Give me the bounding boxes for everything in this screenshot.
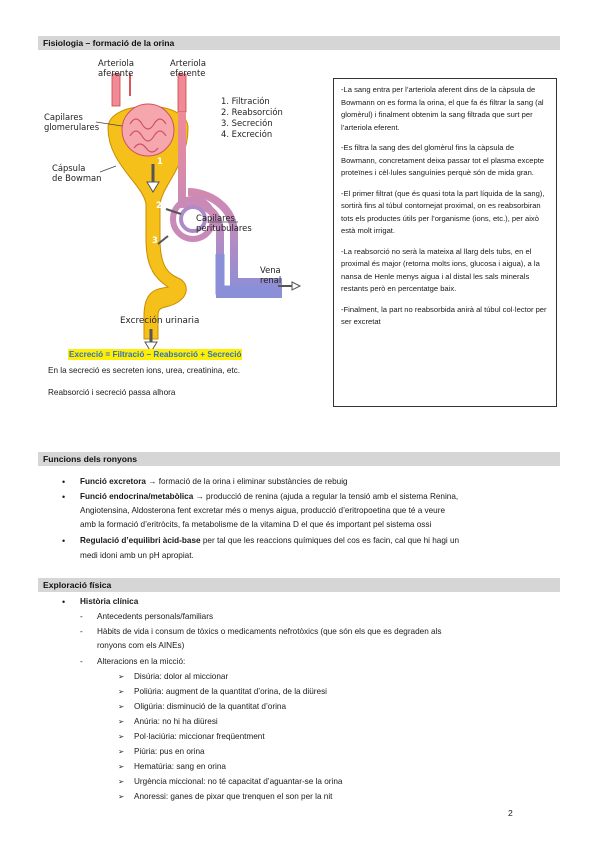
- history-item: Alteracions en la micció:: [97, 657, 186, 666]
- peritubular-capillaries-label: Capilares peritubulares: [196, 213, 252, 233]
- arrow-bullet-icon: ➢: [118, 717, 125, 726]
- step-filtration: 1. Filtración: [221, 96, 270, 106]
- bullet: •: [62, 597, 66, 607]
- function-endocrine-cont: Angiotensina, Aldosterona fent excretar més o menys aigua, producció d’eritropoetina que té a veure: [80, 506, 446, 515]
- symptom-item: Pol·laciúria: miccionar freqüentment: [134, 732, 265, 741]
- explanation-paragraph: -El primer filtrat (que és quasi tota la part líquida de la sang), sortirà fins al túbul contornejat proximal, on es reabsorbiran tots els productes útils per l’organisme (ions, etc.), per això està molt irrigat.: [341, 188, 545, 235]
- diagram-number-1: 1: [157, 156, 163, 166]
- history-item: Hàbits de vida i consum de tòxics o medicaments nefrotòxics (que són els que es degraden als: [97, 627, 442, 636]
- bullet: •: [62, 477, 66, 487]
- dash: -: [80, 612, 83, 621]
- history-item: Antecedents personals/familiars: [97, 612, 214, 621]
- explanation-paragraph: -La sang entra per l’arteriola aferent dins de la càpsula de Bowmann on es forma la orina, el que fa és filtrar la sang (al glomèrul) i finalment obtenim la sang filtrada que surt per l’arteriola eferent.: [341, 85, 544, 132]
- arrow-bullet-icon: ➢: [118, 672, 125, 681]
- symptom-item: Hematúria: sang en orina: [134, 762, 226, 771]
- glomerular-capillaries-label: Capilares glomerulares: [44, 112, 100, 132]
- function-endocrine-cont: amb la formació d’eritròcits, fa metabolisme de la vitamina D el que és important pel sistema ossi: [80, 520, 432, 529]
- symptom-item: Oligúria: disminució de la quantitat d’orina: [134, 702, 287, 711]
- bowman-capsule-label: Cápsula de Bowman: [52, 163, 102, 183]
- explanation-paragraph: -La reabsorció no serà la mateixa al llarg dels tubs, en el proximal és major (retorna molts ions, glucosa i aigua), a la nansa de Henle menys aigua i al distal les sals minerals restants però en percentatge baix.: [341, 246, 540, 293]
- explanation-paragraph: -Finalment, la part no reabsorbida anirà al túbul col·lector per ser excretat: [341, 304, 547, 326]
- arrow-bullet-icon: ➢: [118, 687, 125, 696]
- nephron-illustration: [38, 54, 328, 354]
- clinical-history: Història clínica: [80, 597, 139, 606]
- simultaneous-note: Reabsorció i secreció passa alhora: [48, 388, 176, 397]
- section-physiology: Fisiologia – formació de la orina: [38, 36, 560, 50]
- afferent-arteriole-label: Arteriola aferente: [98, 58, 134, 78]
- bullet: •: [62, 536, 66, 546]
- arrow-bullet-icon: ➢: [118, 747, 125, 756]
- step-secretion: 3. Secreción: [221, 118, 273, 128]
- diagram-number-4: 4: [147, 268, 153, 278]
- nephron-diagram: [38, 54, 328, 354]
- arrow-bullet-icon: ➢: [118, 702, 125, 711]
- diagram-number-3: 3: [152, 235, 158, 245]
- secretion-note: En la secreció es secreten ions, urea, creatinina, etc.: [48, 366, 241, 375]
- step-excretion: 4. Excreción: [221, 129, 273, 139]
- arrow-bullet-icon: ➢: [118, 792, 125, 801]
- diagram-number-2: 2: [156, 200, 162, 210]
- symptom-item: Piúria: pus en orina: [134, 747, 205, 756]
- symptom-item: Poliúria: augment de la quantitat d’orina, de la diüresi: [134, 687, 327, 696]
- renal-vein-label: Vena renal: [260, 265, 282, 285]
- section-kidney-functions: Funcions dels ronyons: [38, 452, 560, 466]
- explanation-paragraph: -Es filtra la sang des del glomèrul fins la càpsula de Bowmann, concretament deixa passar tot el plasma excepte proteïnes i cèl·lules sanguínies perquè són de mida gran.: [341, 143, 545, 177]
- function-excretory: Funció excretora → formació de la orina i eliminar substàncies de rebuig: [80, 477, 348, 486]
- urinary-excretion-label: Excreción urinaria: [120, 316, 200, 326]
- function-acid-base-cont: medi idoni amb un pH apropiat.: [80, 551, 194, 560]
- bullet: •: [62, 492, 66, 502]
- dash: -: [80, 657, 83, 666]
- dash: -: [80, 627, 83, 636]
- excretion-equation: Excreció = Filtració – Reabsorció + Secreció: [69, 350, 242, 359]
- function-acid-base: Regulació d’equilibri àcid-base per tal que les reaccions químiques del cos es facin, cal que hi hagi un: [80, 536, 460, 545]
- page-number: 2: [508, 808, 513, 818]
- symptom-item: Anúria: no hi ha diüresi: [134, 717, 218, 726]
- symptom-item: Disúria: dolor al miccionar: [134, 672, 229, 681]
- symptom-item: Urgència miccional: no té capacitat d’aguantar-se la orina: [134, 777, 343, 786]
- arrow-bullet-icon: ➢: [118, 732, 125, 741]
- efferent-arteriole-label: Arteriola eferente: [170, 58, 206, 78]
- step-reabsorption: 2. Reabsorción: [221, 107, 283, 117]
- function-endocrine: Funció endocrina/metabòlica → producció de renina (ajuda a regular la tensió amb el sistema Renina,: [80, 492, 459, 501]
- section-physical-exploration: Exploració física: [38, 578, 560, 592]
- arrow-bullet-icon: ➢: [118, 777, 125, 786]
- explanation-box: [333, 78, 557, 407]
- history-item-cont: ronyons com els AINEs): [97, 641, 185, 650]
- symptom-item: Anoressi: ganes de pixar que trenquen el son per la nit: [134, 792, 333, 801]
- arrow-bullet-icon: ➢: [118, 762, 125, 771]
